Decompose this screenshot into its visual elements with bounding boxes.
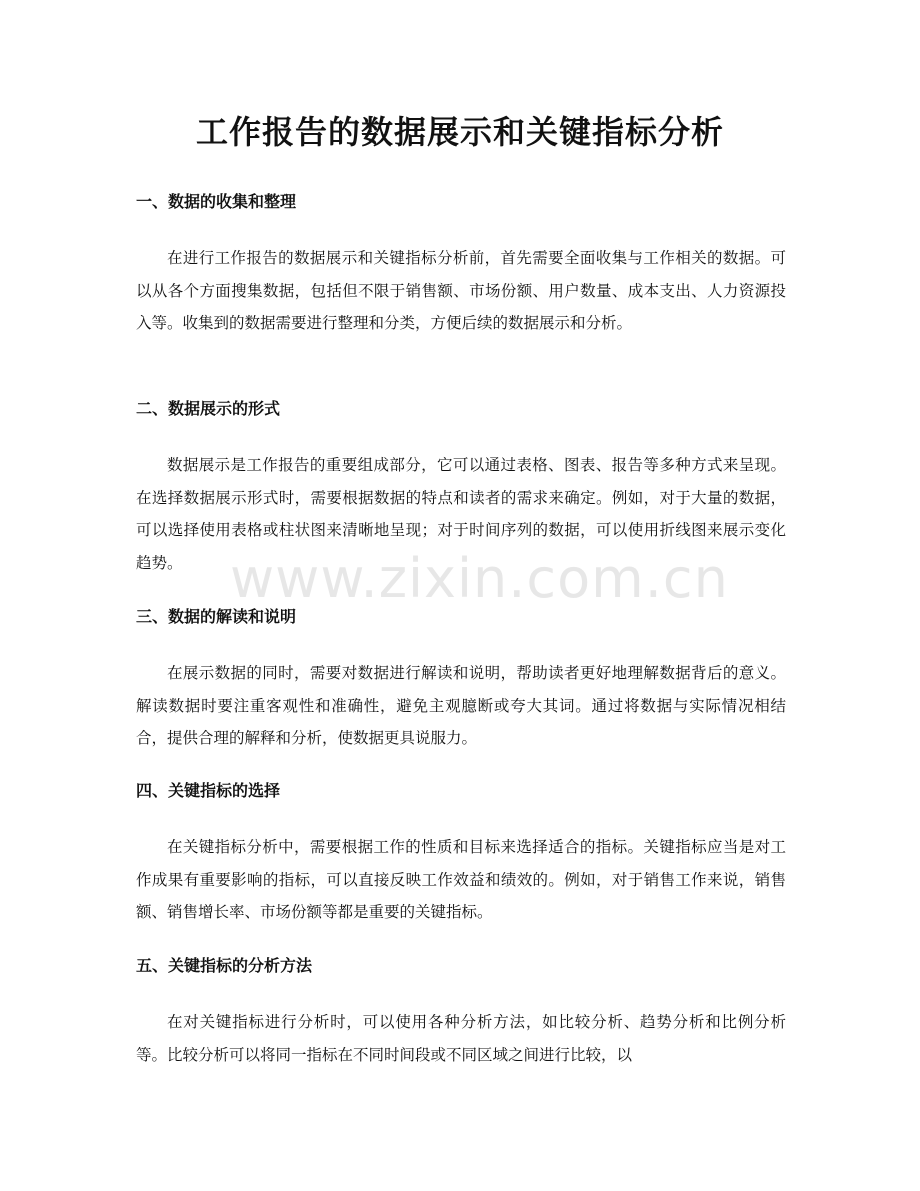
section-4	[136, 779, 786, 929]
watermark-text: www.zixin.com.cn	[230, 547, 729, 610]
section-body: 在关键指标分析中，需要根据工作的性质和目标来选择适合的指标。关键指标应当是对工作成果有重要影响的指标，可以直接反映工作效益和绩效的。例如，对于销售工作来说，销售额、销售增长率、市场份额等都是重要的关键指标。	[136, 838, 786, 921]
section-body: 在对关键指标进行分析时，可以使用各种分析方法，如比较分析、趋势分析和比例分析等。比较分析可以将同一指标在不同时间段或不同区域之间进行比较，以	[136, 1013, 786, 1064]
section-body: 在展示数据的同时，需要对数据进行解读和说明，帮助读者更好地理解数据背后的意义。解读数据时要注重客观性和准确性，避免主观臆断或夸大其词。通过将数据与实际情况相结合，提供合理的解释和分析，使数据更具说服力。	[136, 664, 786, 747]
section-heading: 二、数据展示的形式	[136, 399, 281, 418]
section-heading: 一、数据的收集和整理	[136, 192, 297, 211]
section-heading: 三、数据的解读和说明	[136, 607, 297, 626]
section-heading: 四、关键指标的选择	[136, 781, 281, 800]
document-title: 工作报告的数据展示和关键指标分析	[195, 113, 724, 151]
section-heading: 五、关键指标的分析方法	[136, 956, 313, 975]
section-1	[136, 190, 786, 340]
section-body: 在进行工作报告的数据展示和关键指标分析前，首先需要全面收集与工作相关的数据。可以从各个方面搜集数据，包括但不限于销售额、市场份额、用户数量、成本支出、人力资源投入等。收集到的数据需要进行整理和分类，方便后续的数据展示和分析。	[136, 249, 786, 332]
section-5	[136, 954, 786, 1071]
section-body: 数据展示是工作报告的重要组成部分，它可以通过表格、图表、报告等多种方式来呈现。在选择数据展示形式时，需要根据数据的特点和读者的需求来确定。例如，对于大量的数据，可以选择使用表格或柱状图来清晰地呈现；对于时间序列的数据，可以使用折线图来展示变化趋势。	[136, 456, 786, 572]
section-3	[136, 605, 786, 755]
